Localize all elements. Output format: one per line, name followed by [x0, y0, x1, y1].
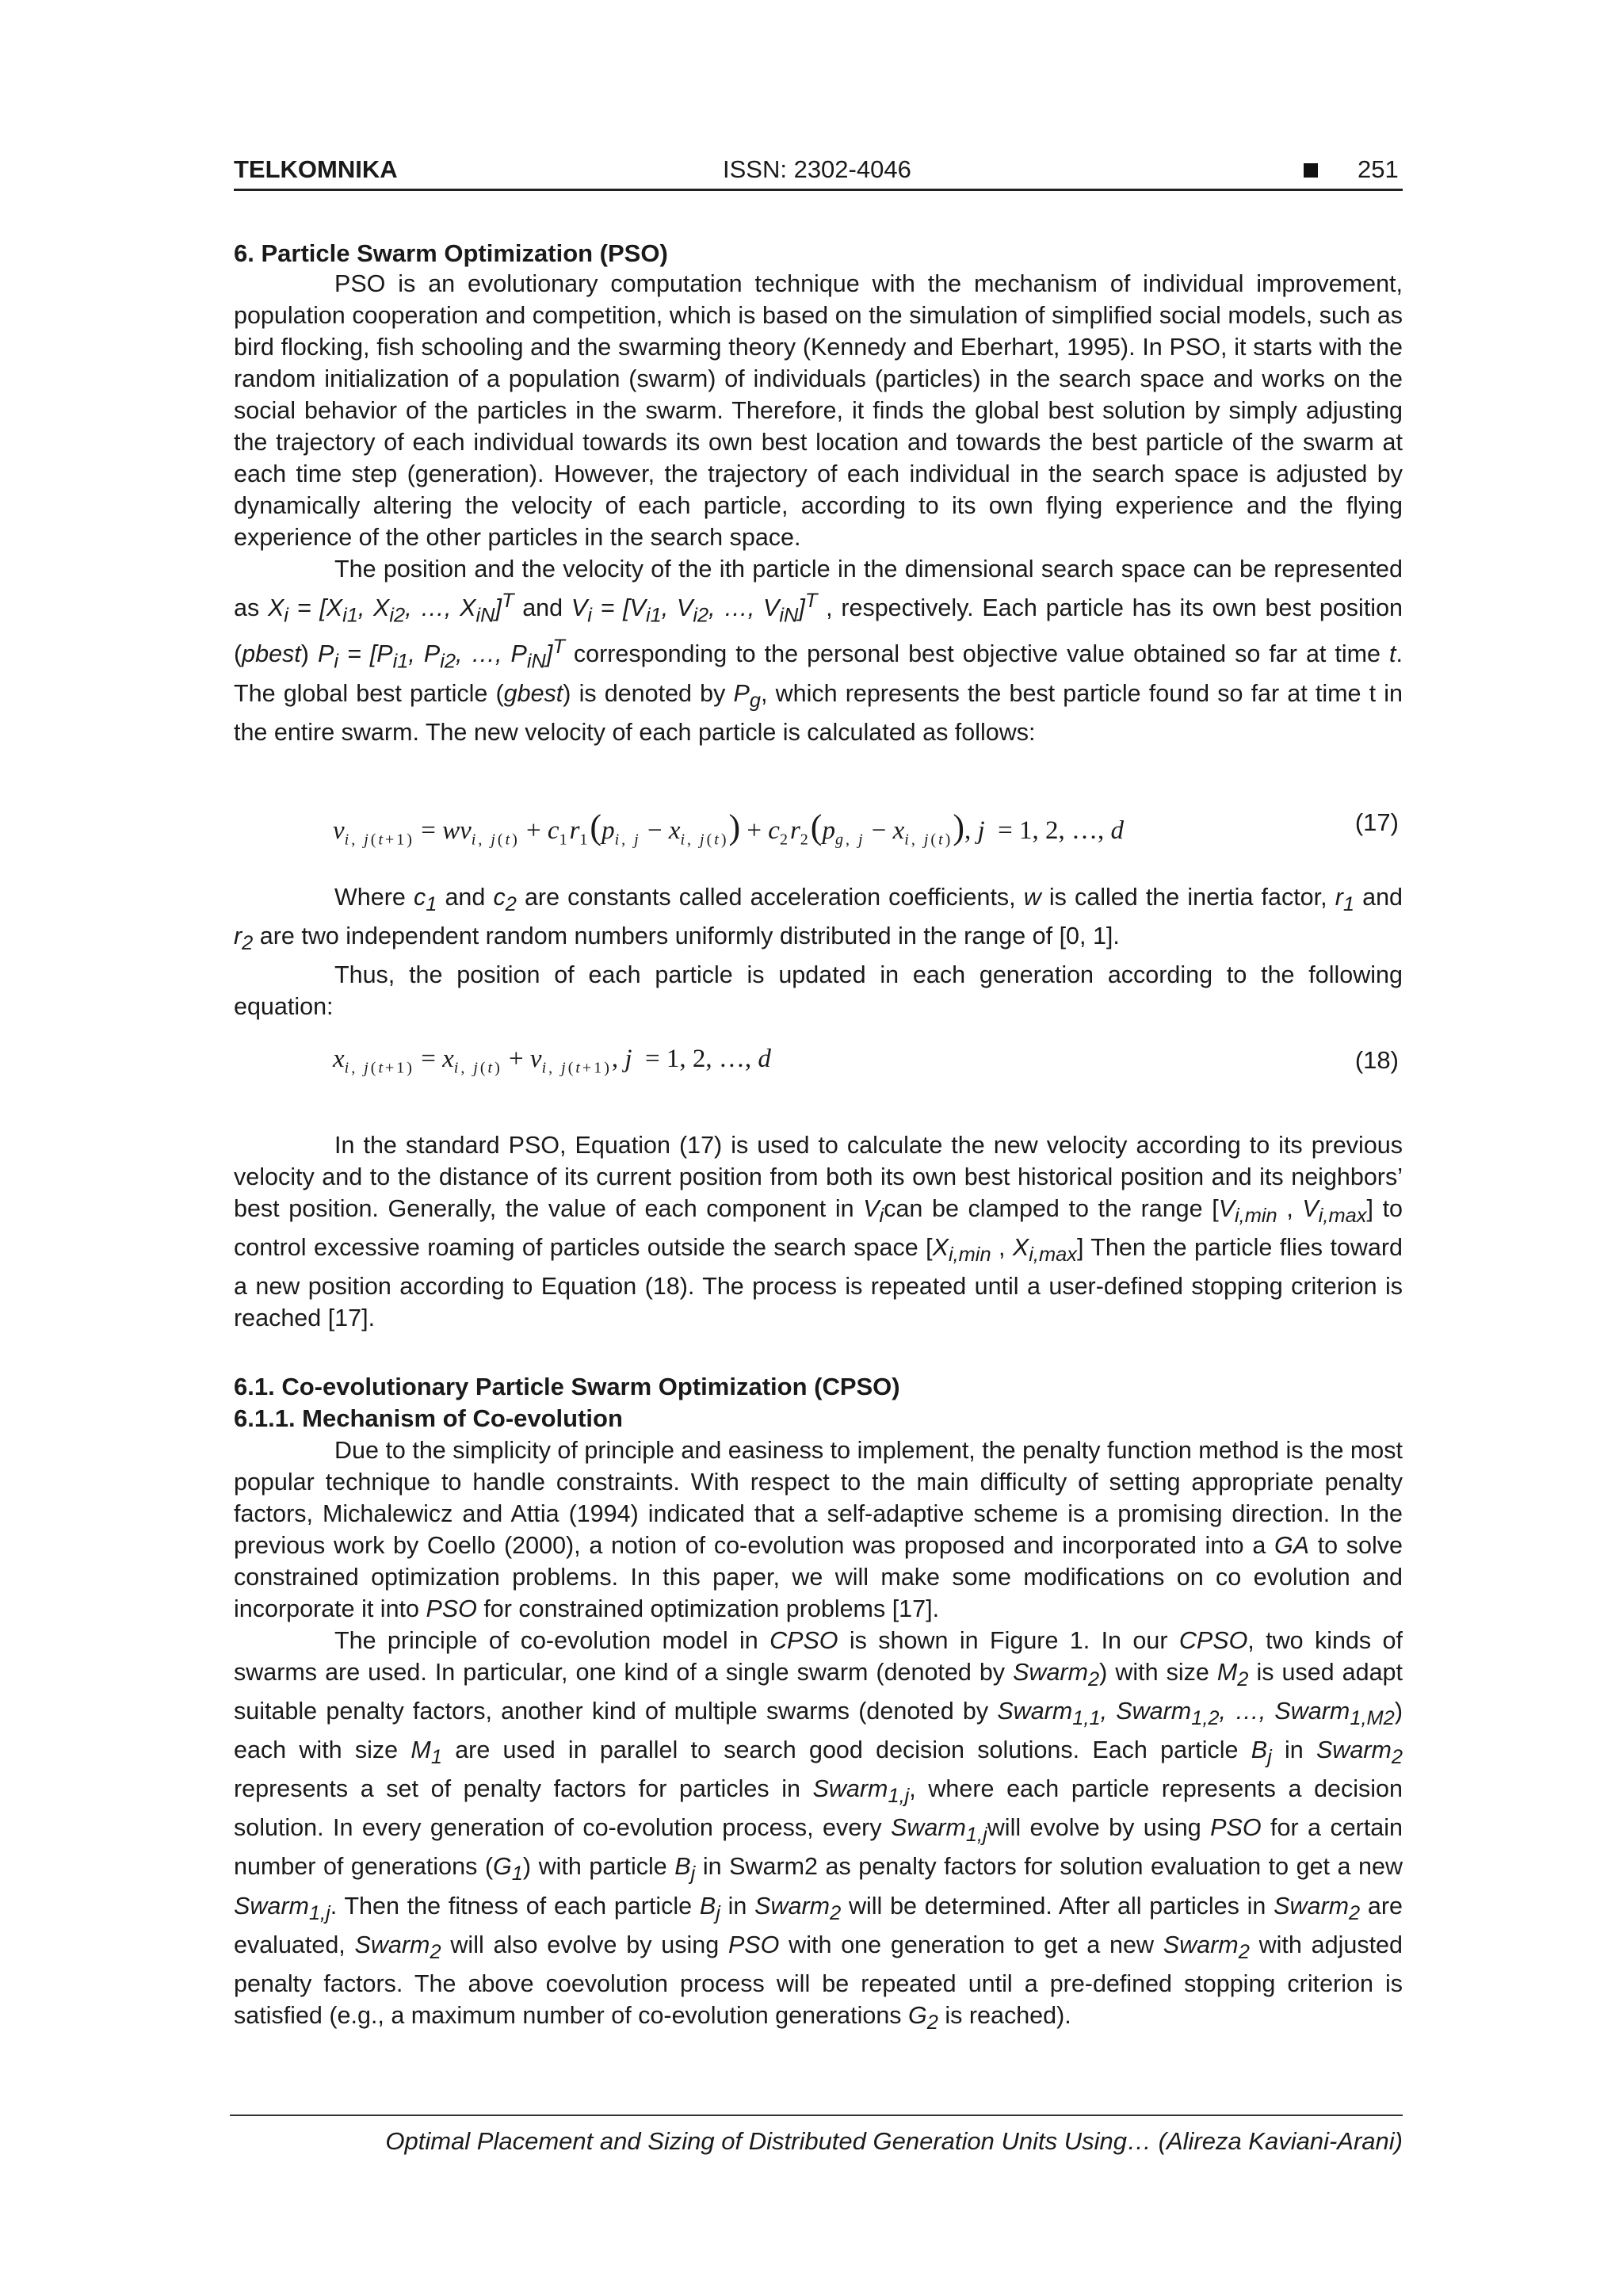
paragraph-coefficients: Where $c_1$ and $c_2$ are constants called acceleration coefficients, w is called the inertia factor, $r_1$ and $r_2$ are two independent random numbers uniformly distributed in the range of [0, 1].: [234, 884, 1403, 955]
section-heading: 6. Particle Swarm Optimization (PSO): [234, 239, 668, 267]
section61: [234, 1371, 1403, 2038]
paragraph-position-velocity: The position and the velocity of the ith particle in the dimensional search space can be represented as $X_i = [X_{i1}$, $X_{i2}$, …, $X_{iN}]^T$ and $V_i = [V_{i1}$, $V_{i2}$, …, $V_{iN}]^T$ , respectively. Each particle has its own best position (pbest) $P_i = [P_{i1}$, $P_{i2}$, …, $P_{iN}]^T$ corresponding to the personal best objective value obtained so far at time t. The global best particle (gbest) is denoted by $P_g$, which represents the best particle found so far at time t in the entire swarm. The new velocity of each particle is calculated as follows:: [234, 556, 1403, 746]
issn-label: ISSN: 2302-4046: [723, 155, 911, 183]
paragraph-standard-pso: In the standard PSO, Equation (17) is used to calculate the new velocity according to its previous velocity and to the distance of its current position from both its own best historical position and its neighbors’ best position. Generally, the value of each component in $V_ican$ be clamped to the range [$V_{i,min}$ , $V_{i,max}$] to control excessive roaming of particles outside the search space [$X_{i,min}$ , $X_{i,max}$] Then the particle flies toward a new position according to Equation (18). The process is repeated until a user-defined stopping criterion is reached [17].: [234, 1132, 1403, 1332]
equation-17-number: (17): [1354, 808, 1399, 836]
equation-17-expression: $v_{i, j(t+1)} = wv_{i, j(t)} + c_1r_1(p_{i, j} - x_{i, j(t)}) + c_2r_2(p_{g, j} - x_{i, j(t)})$, j = 1, 2, …, d: [333, 808, 1125, 849]
section-heading: 6.1. Co-evolutionary Particle Swarm Optimization (CPSO): [234, 1373, 900, 1400]
subsection-heading: 6.1.1. Mechanism of Co-evolution: [234, 1404, 623, 1432]
paragraph-coevolution: The principle of co-evolution model in CPSO is shown in Figure 1. In our CPSO, two kinds of swarms are used. In particular, one kind of a single swarm (denoted by Swarm$_2$) with size $M_2$ is used adapt suitable penalty factors, another kind of multiple swarms (denoted by Swarm$_{1,1}$, Swarm$_{1,2}$, …, Swarm$_{1,M2}$) each with size $M_1$ are used in parallel to search good decision solutions. Each particle $B_j$ in Swarm$_2$ represents a set of penalty factors for particles in Swarm$_{1,j}$, where each particle represents a decision solution. In every generation of co-evolution process, every Swarm$_{1,j}$will evolve by using PSO for a certain number of generations $(G_1)$ with particle $B_j$ in Swarm2 as penalty factors for solution evaluation to get a new Swarm$_{1,j}$. Then the fitness of each particle $B_j$ in Swarm$_2$ will be determined. After all particles in Swarm$_2$ are evaluated, Swarm$_2$ will also evolve by using PSO with one generation to get a new Swarm$_2$ with adjusted penalty factors. The above coevolution process will be repeated until a pre-defined stopping criterion is satisfied (e.g., a maximum number of co-evolution generations $G_2$ is reached).: [234, 1627, 1403, 2034]
equation-17: [333, 807, 1399, 849]
journal-name: TELKOMNIKA: [234, 155, 398, 183]
section6-body: [234, 268, 1403, 748]
equation-explanation: [234, 881, 1403, 1022]
paragraph-penalty: Due to the simplicity of principle and easiness to implement, the penalty function method is the most popular technique to handle constraints. With respect to the main difficulty of setting appropriate penalty factors, Michalewicz and Attia (1994) indicated that a self-adaptive scheme is a promising direction. In the previous work by Coello (2000), a notion of co-evolution was proposed and incorporated into a GA to solve constrained optimization problems. In this paper, we will make some modifications on co evolution and incorporate it into PSO for constrained optimization problems [17].: [234, 1437, 1403, 1622]
page-number: 251: [1358, 155, 1399, 183]
running-footer: Optimal Placement and Sizing of Distributed Generation Units Using… (Alireza Kaviani-Arani): [230, 2115, 1403, 2156]
standard-pso-paragraph: [234, 1129, 1403, 1334]
square-bullet-icon: [1304, 163, 1318, 178]
running-header: [234, 154, 1403, 191]
paragraph: PSO is an evolutionary computation technique with the mechanism of individual improvement, population cooperation and competition, which is based on the simulation of simplified social models, such as bird flocking, fish schooling and the swarming theory (Kennedy and Eberhart, 1995). In PSO, it starts with the random initialization of a population (swarm) of individuals (particles) in the search space and works on the social behavior of the particles in the swarm. Therefore, it finds the global best solution by simply adjusting the trajectory of each individual towards its own best location and towards the best particle of the swarm at each time step (generation). However, the trajectory of each individual in the search space is adjusted by dynamically altering the velocity of each particle, according to its own flying experience and the flying experience of the other particles in the search space.: [234, 270, 1403, 551]
equation-18-number: (18): [1354, 1046, 1399, 1074]
paragraph: Thus, the position of each particle is updated in each generation according to the following equation:: [234, 961, 1403, 1021]
equation-18: [333, 1045, 1399, 1079]
equation-18-expression: $x_{i, j(t+1)} = x_{i, j(t)} + v_{i, j(t+1)}$, j = 1, 2, …, d: [333, 1045, 771, 1077]
